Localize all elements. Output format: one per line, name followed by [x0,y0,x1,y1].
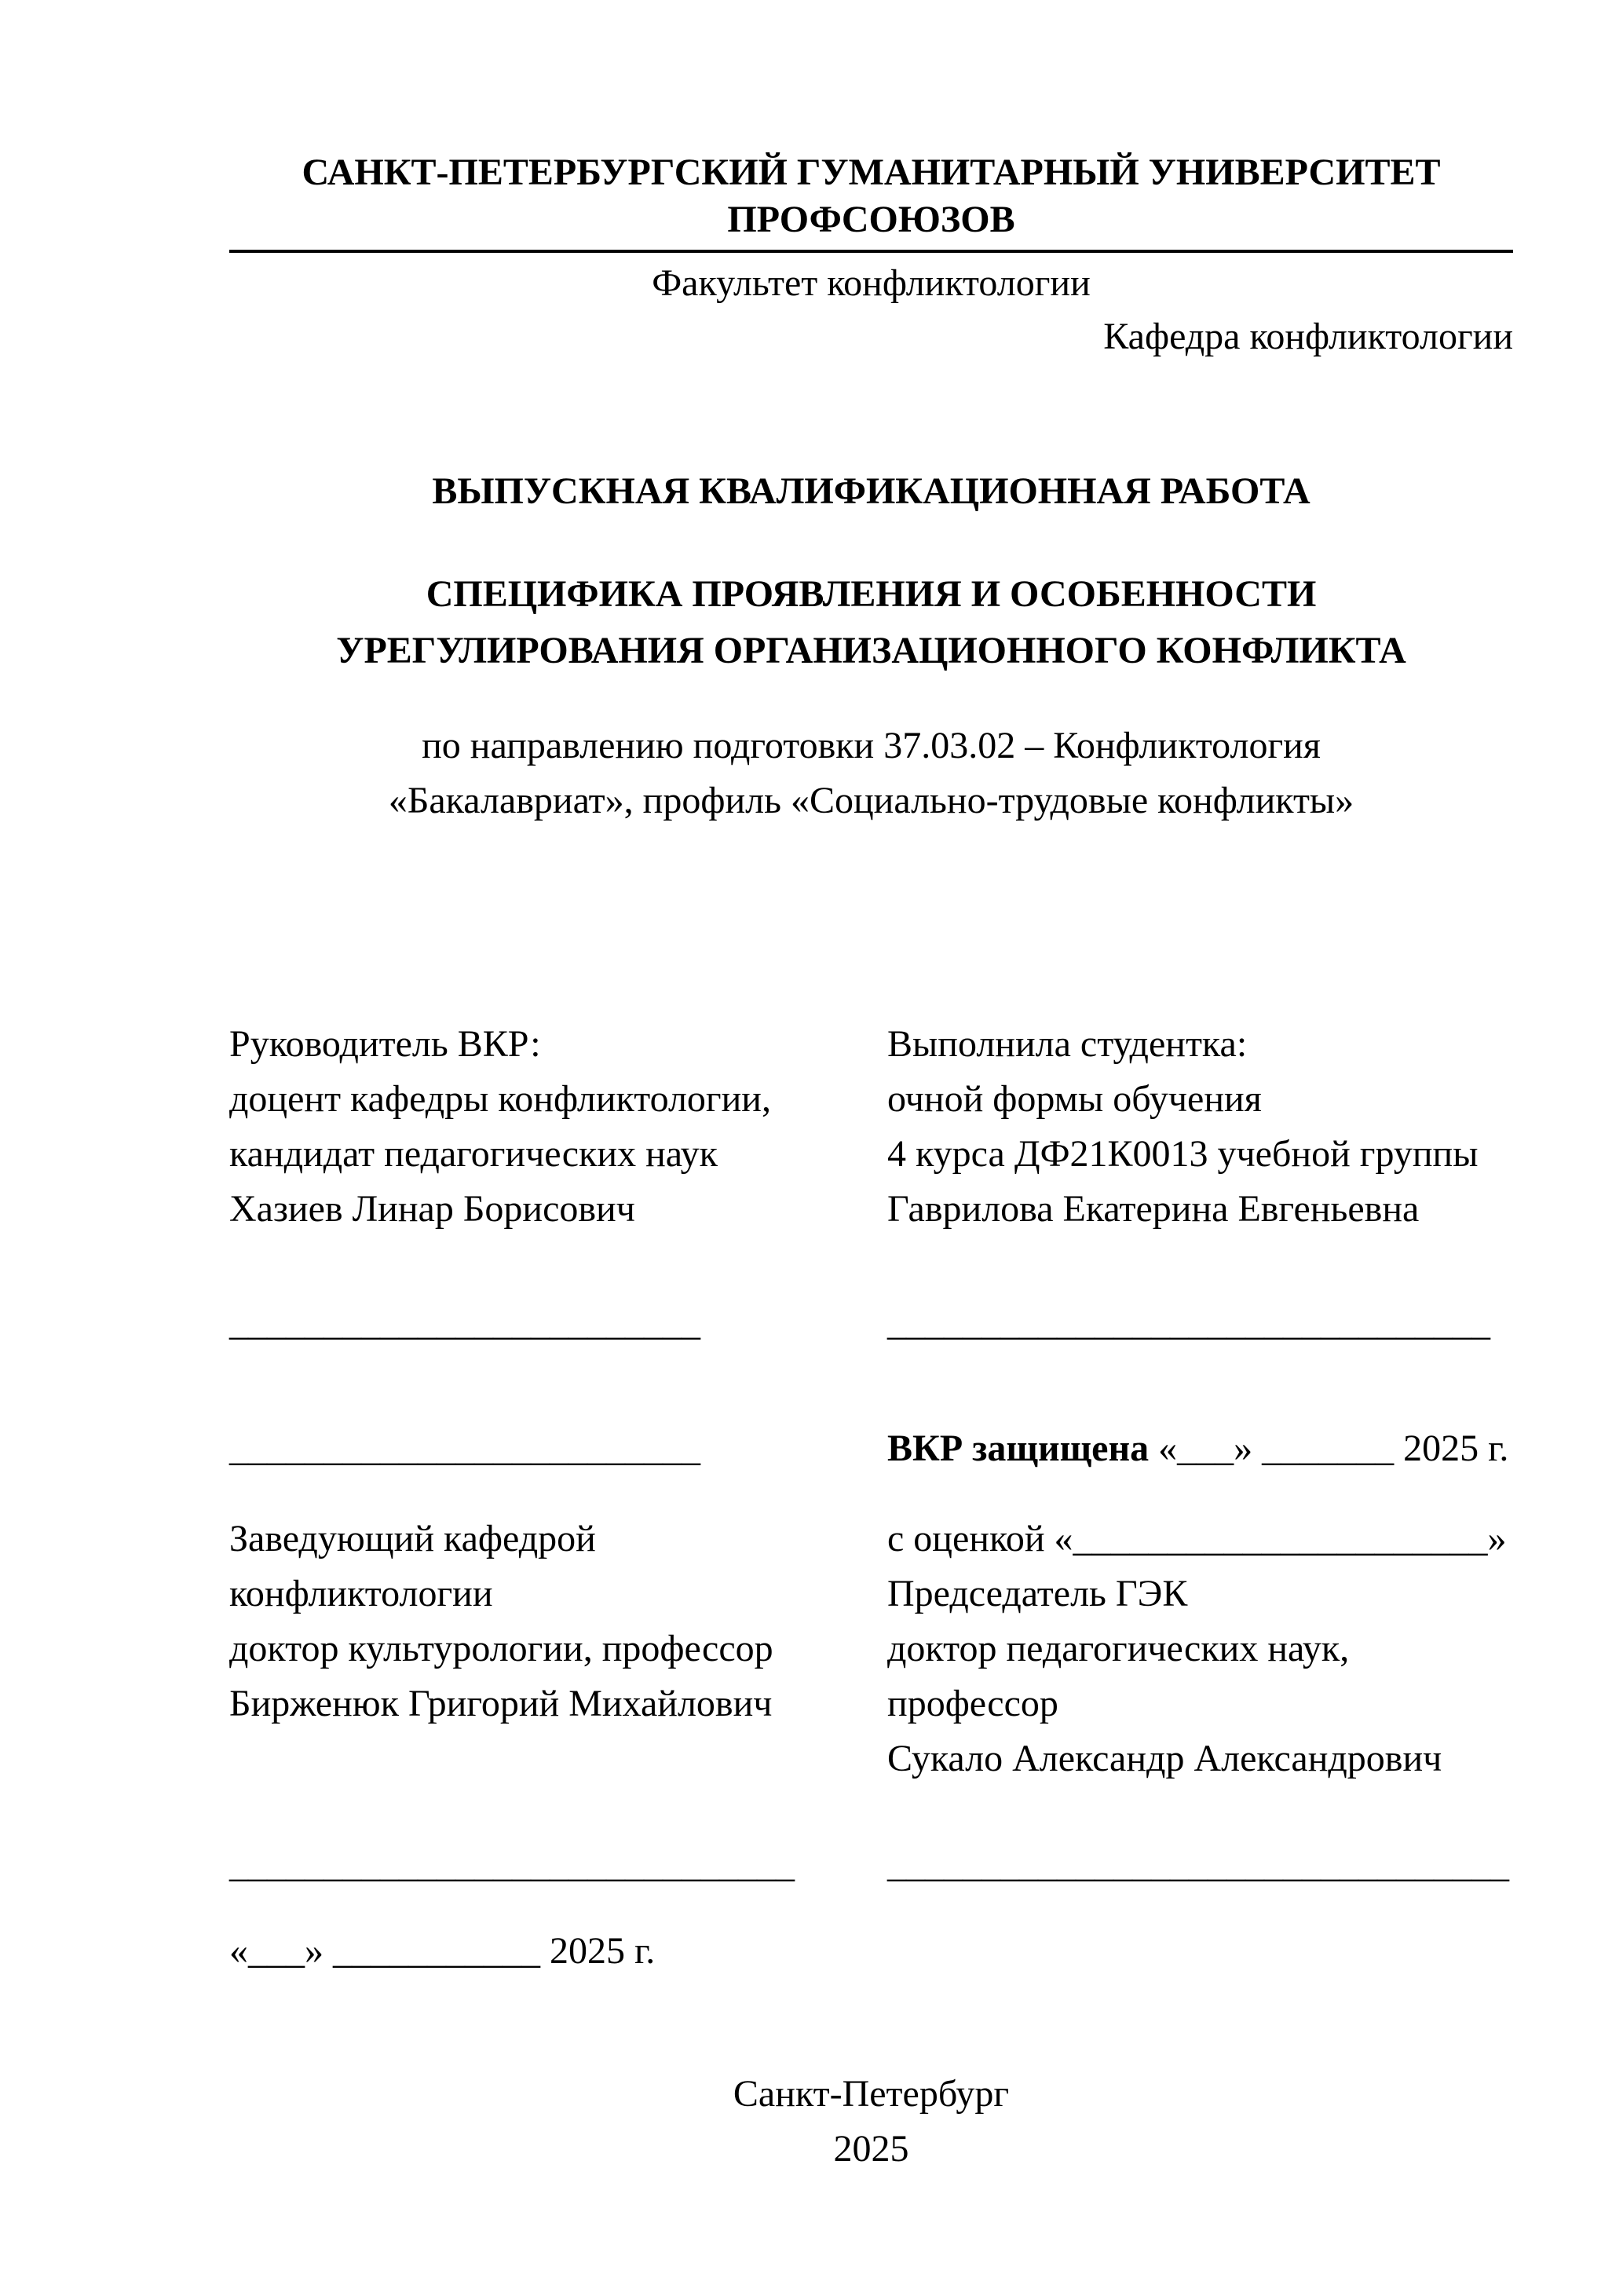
signature-row-2 [229,1421,1513,1476]
signature-row-3 [229,1837,1513,1892]
student-line2: 4 курса ДФ21К0013 учебной группы [887,1133,1479,1175]
supervisor-label: Руководитель ВКР: [229,1023,541,1065]
thesis-title-line2: УРЕГУЛИРОВАНИЯ ОРГАНИЗАЦИОННОГО КОНФЛИКТА [336,630,1406,671]
department-head-line1: Заведующий кафедрой [229,1518,596,1559]
supervisor-line1: доцент кафедры конфликтологии, [229,1078,771,1120]
student-line1: очной формы обучения [887,1078,1262,1120]
city-line: Санкт-Петербург [733,2073,1010,2115]
chair-signature-line: _________________________________ [887,1844,1509,1885]
defended-line [887,1421,1513,1476]
program-info [229,718,1513,828]
student-signature-line: ________________________________ [887,1302,1490,1344]
university-name: САНКТ-ПЕТЕРБУРГСКИЙ ГУМАНИТАРНЫЙ УНИВЕРСИТЕТ ПРОФСОЮЗОВ [229,149,1513,253]
department-head-line2: конфликтологии [229,1573,493,1614]
student-block [887,1017,1513,1237]
grade-blank-line: с оценкой «______________________» [887,1518,1507,1559]
faculty-line: Факультет конфликтологии [652,262,1091,304]
program-line1: по направлению подготовки 37.03.02 – Конфликтология [422,725,1321,766]
committee-line1: Председатель ГЭК [887,1573,1188,1614]
date-blank-line: «___» ___________ 2025 г. [229,1930,656,1972]
defended-date-blank: «___» _______ 2025 г. [1158,1428,1509,1469]
committee-chair-name: Сукало Александр Александрович [887,1738,1442,1779]
thesis-title-line1: СПЕЦИФИКА ПРОЯВЛЕНИЯ И ОСОБЕННОСТИ [426,573,1317,615]
committee-line3: профессор [887,1683,1058,1724]
thesis-title [229,566,1513,679]
footer [229,2067,1513,2177]
supervisor-block [229,1017,887,1237]
work-type-heading: ВЫПУСКНАЯ КВАЛИФИКАЦИОННАЯ РАБОТА [432,470,1310,512]
program-line2: «Бакалавриат», профиль «Социально-трудовые конфликты» [388,780,1354,821]
student-name: Гаврилова Екатерина Евгеньевна [887,1188,1420,1230]
department-head-line3: доктор культурологии, профессор [229,1628,773,1669]
committee-block [887,1512,1513,1786]
head-and-committee-block [229,1512,1513,1786]
supervisor-name: Хазиев Линар Борисович [229,1188,635,1230]
head-final-signature-line: ______________________________ [229,1844,795,1885]
department-head-name: Бирженюк Григорий Михайлович [229,1683,773,1724]
supervisor-signature-line: _________________________ [229,1302,700,1344]
department-head-block [229,1512,887,1731]
signature-row-1 [229,1296,1513,1351]
people-block [229,1017,1513,1237]
year-line: 2025 [833,2128,909,2170]
student-label: Выполнила студентка: [887,1023,1248,1065]
department-line: Кафедра конфликтологии [1103,316,1513,357]
committee-line2: доктор педагогических наук, [887,1628,1350,1669]
head-signature-line: _________________________ [229,1428,700,1469]
supervisor-line2: кандидат педагогических наук [229,1133,718,1175]
defended-label: ВКР защищена [887,1428,1150,1469]
